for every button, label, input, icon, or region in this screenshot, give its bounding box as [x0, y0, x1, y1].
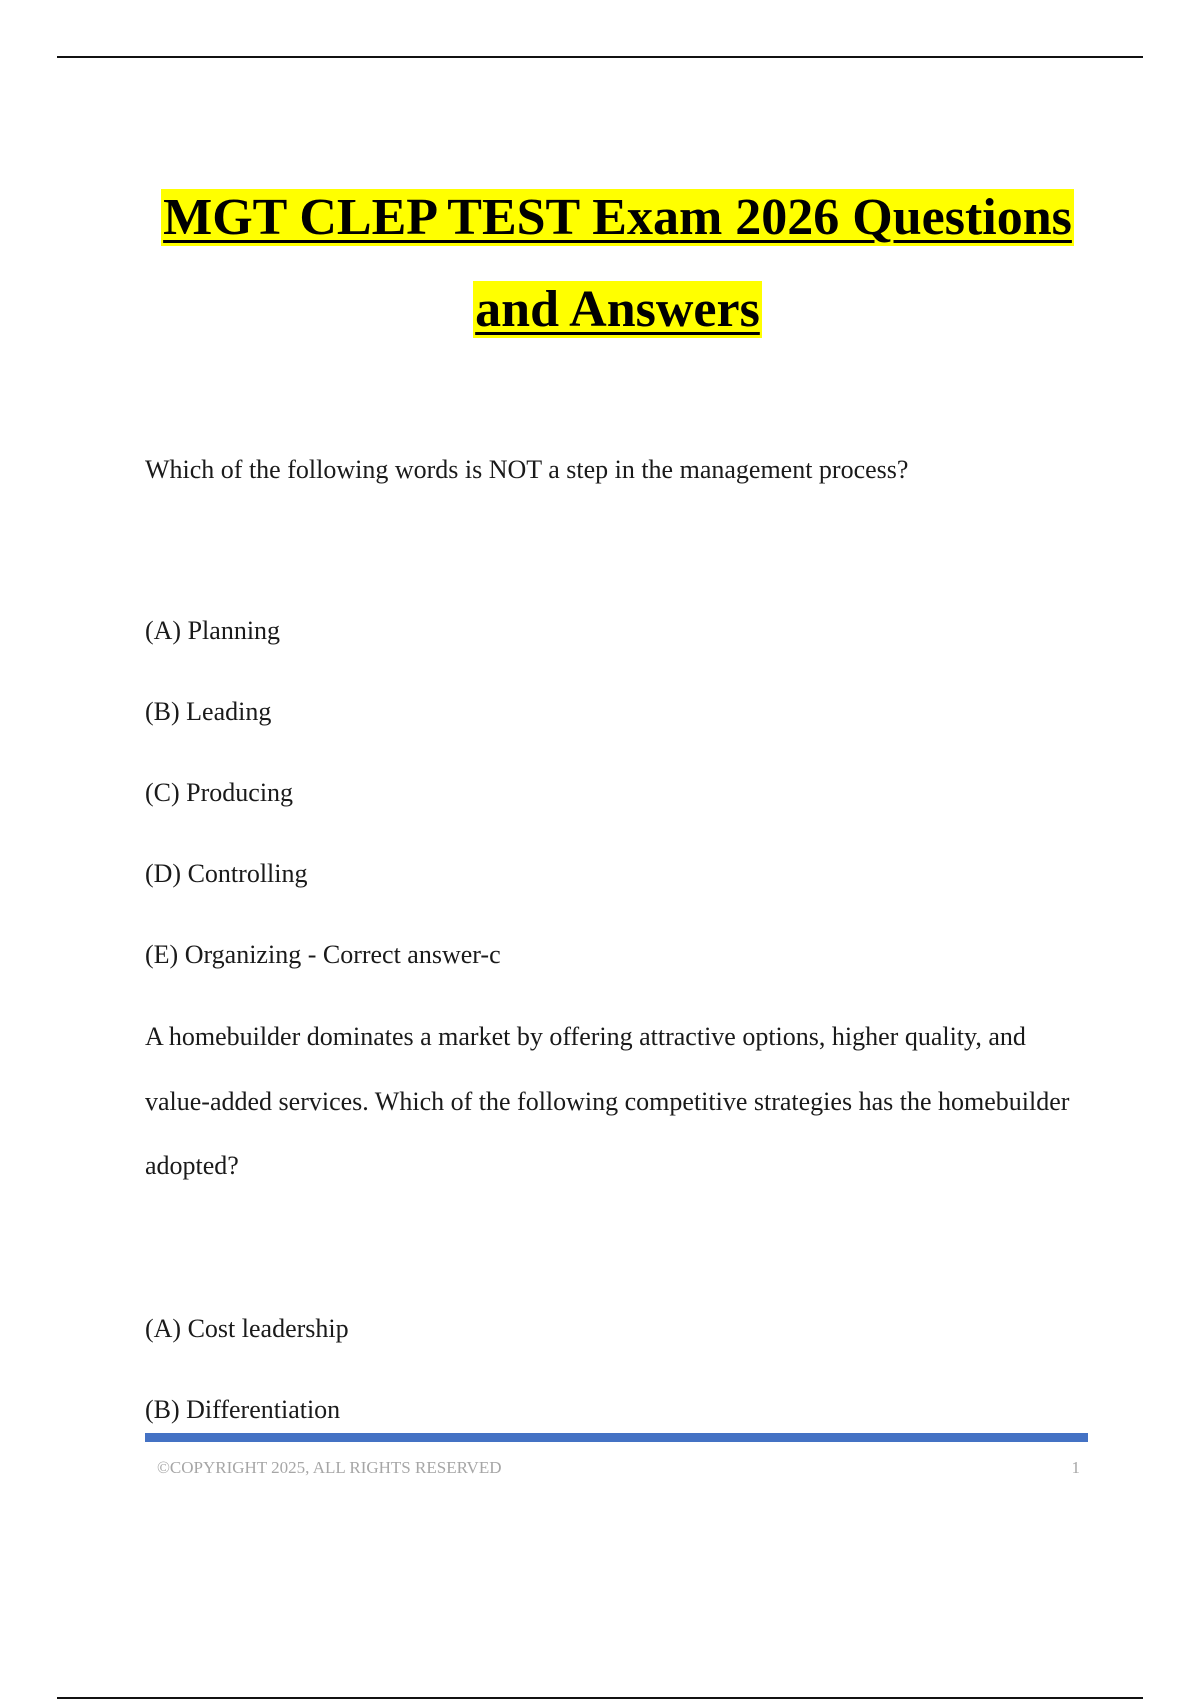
- question-1-option-a: (A) Planning: [145, 616, 281, 645]
- footer-bar: [145, 1433, 1088, 1442]
- question-1-option-e: (E) Organizing - Correct answer-c: [145, 940, 501, 969]
- question-1-text: Which of the following words is NOT a step in the management process?: [145, 455, 909, 484]
- title-line-2-text: and Answers: [475, 281, 760, 338]
- header-rule: [57, 56, 1143, 58]
- question-2-option-b: (B) Differentiation: [145, 1395, 341, 1424]
- question-1-option-d: (D) Controlling: [145, 859, 308, 888]
- document-title: [100, 172, 1135, 356]
- question-2-text: A homebuilder dominates a market by offering attractive options, higher quality, and value-added services. Which of the following competitive strategies has the homebuilder adopted?: [145, 1022, 1070, 1180]
- footer-copyright: ©COPYRIGHT 2025, ALL RIGHTS RESERVED: [157, 1458, 502, 1477]
- question-1-option-b: (B) Leading: [145, 697, 272, 726]
- question-2-option-a: (A) Cost leadership: [145, 1314, 349, 1343]
- question-1-option-c: (C) Producing: [145, 778, 294, 807]
- footer-page-number: 1: [1071, 1458, 1080, 1477]
- bottom-rule: [57, 1697, 1143, 1699]
- title-line-2: [100, 264, 1135, 356]
- title-line-1-text: MGT CLEP TEST Exam 2026 Questions: [163, 189, 1072, 246]
- title-line-1: [100, 172, 1135, 264]
